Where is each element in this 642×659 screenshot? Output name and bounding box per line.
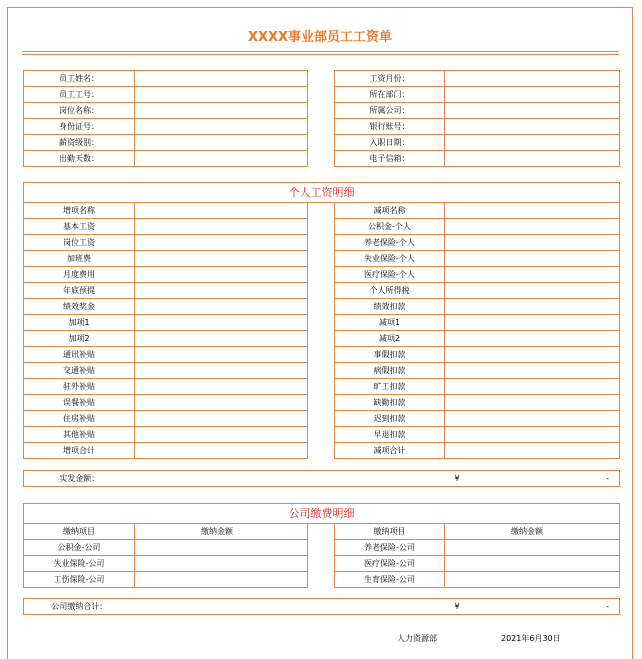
- table-row: [24, 119, 620, 135]
- table-row: [24, 299, 620, 315]
- value-cell: [445, 411, 620, 427]
- addition-item: 增项名称: [24, 203, 135, 219]
- value-cell: [135, 119, 308, 135]
- column-gap: [308, 299, 335, 315]
- column-gap: [308, 556, 335, 572]
- addition-item: 交通补贴: [24, 363, 135, 379]
- table-row: [24, 219, 620, 235]
- addition-item: 加项1: [24, 315, 135, 331]
- column-gap: [308, 395, 335, 411]
- value-cell: [445, 556, 620, 572]
- table-row: [24, 267, 620, 283]
- info-label: 电子信箱：: [335, 151, 445, 167]
- personal-pay-table: [23, 182, 620, 459]
- deduction-item: 个人所得税: [335, 283, 445, 299]
- info-label: 员工工号：: [24, 87, 135, 103]
- addition-item: 基本工资: [24, 219, 135, 235]
- value-cell: [445, 572, 620, 588]
- column-gap: [308, 119, 335, 135]
- deduction-item: 医疗保险-个人: [335, 267, 445, 283]
- column-gap: [308, 87, 335, 103]
- section-heading: 公司缴费明细: [24, 504, 620, 524]
- column-gap: [308, 347, 335, 363]
- deduction-item: 养老保险-个人: [335, 235, 445, 251]
- value-cell: [135, 267, 308, 283]
- info-label: 银行账号：: [335, 119, 445, 135]
- company-total-currency: ¥: [455, 599, 495, 615]
- table-row: [24, 347, 620, 363]
- deduction-item: 减项2: [335, 331, 445, 347]
- info-label: 工资月份：: [335, 71, 445, 87]
- value-cell: [445, 299, 620, 315]
- column-gap: [308, 135, 335, 151]
- column-gap: [308, 572, 335, 588]
- value-cell: [135, 427, 308, 443]
- value-cell: [445, 235, 620, 251]
- value-cell: [135, 411, 308, 427]
- column-gap: [308, 379, 335, 395]
- value-cell: [445, 395, 620, 411]
- column-gap: [308, 524, 335, 540]
- value-cell: [135, 315, 308, 331]
- column-gap: [308, 283, 335, 299]
- table-row: [24, 251, 620, 267]
- table-row: [24, 540, 620, 556]
- info-label: 员工姓名：: [24, 71, 135, 87]
- table-row: [24, 556, 620, 572]
- deduction-item: 迟到扣款: [335, 411, 445, 427]
- company-item: 公积金-公司: [24, 540, 135, 556]
- actual-pay-value: -: [495, 471, 620, 487]
- section-heading: 个人工资明细: [24, 183, 620, 203]
- table-row: [24, 283, 620, 299]
- column-gap: [308, 151, 335, 167]
- info-label: 岗位名称：: [24, 103, 135, 119]
- deduction-item: 减项1: [335, 315, 445, 331]
- column-header: 缴纳项目: [335, 524, 445, 540]
- column-gap: [308, 411, 335, 427]
- addition-item: 通讯补贴: [24, 347, 135, 363]
- table-row: [24, 315, 620, 331]
- addition-item: 驻外补贴: [24, 379, 135, 395]
- addition-item: 加项2: [24, 331, 135, 347]
- column-gap: [308, 219, 335, 235]
- value-cell: [135, 71, 308, 87]
- column-gap: [308, 251, 335, 267]
- column-gap: [308, 71, 335, 87]
- addition-item: 加班费: [24, 251, 135, 267]
- company-total-spacer: [135, 599, 455, 615]
- value-cell: [445, 119, 620, 135]
- value-cell: [135, 103, 308, 119]
- value-cell: [135, 572, 308, 588]
- deduction-item: 事假扣款: [335, 347, 445, 363]
- value-cell: [445, 283, 620, 299]
- company-total-table: [23, 598, 620, 615]
- deduction-item: 失业保险-个人: [335, 251, 445, 267]
- page-title: XXXX事业部员工工资单: [247, 30, 393, 45]
- column-gap: [308, 235, 335, 251]
- table-row: [24, 363, 620, 379]
- value-cell: [135, 203, 308, 219]
- value-cell: [135, 251, 308, 267]
- info-label: 薪资级别：: [24, 135, 135, 151]
- table-row: [24, 427, 620, 443]
- company-item: 生育保险-公司: [335, 572, 445, 588]
- value-cell: [135, 299, 308, 315]
- actual-pay-spacer: [135, 471, 455, 487]
- addition-item: 误餐补贴: [24, 395, 135, 411]
- info-label: 身份证号：: [24, 119, 135, 135]
- value-cell: [135, 151, 308, 167]
- column-gap: [308, 331, 335, 347]
- table-row: [24, 135, 620, 151]
- value-cell: [135, 443, 308, 459]
- column-gap: [308, 267, 335, 283]
- value-cell: [135, 379, 308, 395]
- title-divider: [22, 54, 619, 55]
- value-cell: [445, 71, 620, 87]
- value-cell: [445, 103, 620, 119]
- value-cell: [445, 315, 620, 331]
- company-total-value: -: [495, 599, 620, 615]
- value-cell: [135, 540, 308, 556]
- value-cell: [135, 135, 308, 151]
- value-cell: [445, 427, 620, 443]
- footer-date: 2021年6月30日: [501, 634, 561, 643]
- column-gap: [308, 103, 335, 119]
- actual-pay-label: 实发金额：: [24, 471, 135, 487]
- value-cell: [135, 283, 308, 299]
- value-cell: [445, 363, 620, 379]
- column-gap: [308, 203, 335, 219]
- value-cell: [135, 235, 308, 251]
- table-row: [24, 379, 620, 395]
- value-cell: [445, 443, 620, 459]
- deduction-item: 旷工扣款: [335, 379, 445, 395]
- footer-department: 人力资源部: [397, 634, 437, 643]
- column-header: 缴纳项目: [24, 524, 135, 540]
- column-header: 缴纳金额: [445, 524, 620, 540]
- company-item: 失业保险-公司: [24, 556, 135, 572]
- value-cell: [135, 556, 308, 572]
- addition-item: 增项合计: [24, 443, 135, 459]
- value-cell: [445, 135, 620, 151]
- addition-item: 住房补贴: [24, 411, 135, 427]
- company-item: 医疗保险-公司: [335, 556, 445, 572]
- info-label: 所属公司：: [335, 103, 445, 119]
- table-row: [24, 151, 620, 167]
- deduction-item: 病假扣款: [335, 363, 445, 379]
- column-gap: [308, 540, 335, 556]
- deduction-item: 减项合计: [335, 443, 445, 459]
- table-row: [24, 331, 620, 347]
- value-cell: [445, 331, 620, 347]
- column-gap: [308, 443, 335, 459]
- table-row: [24, 87, 620, 103]
- value-cell: [135, 87, 308, 103]
- value-cell: [135, 347, 308, 363]
- addition-item: 其他补贴: [24, 427, 135, 443]
- deduction-item: 减项名称: [335, 203, 445, 219]
- value-cell: [135, 395, 308, 411]
- table-row: [24, 572, 620, 588]
- column-gap: [308, 315, 335, 331]
- value-cell: [445, 87, 620, 103]
- deduction-item: 早退扣款: [335, 427, 445, 443]
- value-cell: [445, 267, 620, 283]
- info-label: 出勤天数：: [24, 151, 135, 167]
- deduction-item: 公积金-个人: [335, 219, 445, 235]
- employee-info-table: [23, 70, 620, 167]
- table-row: [24, 103, 620, 119]
- addition-item: 绩效奖金: [24, 299, 135, 315]
- value-cell: [445, 251, 620, 267]
- column-gap: [308, 363, 335, 379]
- addition-item: 月度费用: [24, 267, 135, 283]
- value-cell: [445, 203, 620, 219]
- table-row: [24, 71, 620, 87]
- table-row: [24, 203, 620, 219]
- value-cell: [445, 151, 620, 167]
- company-total-label: 公司缴纳合计：: [24, 599, 135, 615]
- company-contribution-table: [23, 503, 620, 588]
- value-cell: [445, 540, 620, 556]
- value-cell: [445, 379, 620, 395]
- value-cell: [135, 219, 308, 235]
- column-header: 缴纳金额: [135, 524, 308, 540]
- info-label: 所在部门：: [335, 87, 445, 103]
- table-row: [24, 411, 620, 427]
- info-label: 入职日期：: [335, 135, 445, 151]
- company-item: 养老保险-公司: [335, 540, 445, 556]
- actual-pay-table: [23, 470, 620, 487]
- table-row: [24, 443, 620, 459]
- addition-item: 岗位工资: [24, 235, 135, 251]
- value-cell: [135, 363, 308, 379]
- deduction-item: 缺勤扣款: [335, 395, 445, 411]
- company-item: 工伤保险-公司: [24, 572, 135, 588]
- deduction-item: 绩效扣款: [335, 299, 445, 315]
- addition-item: 年底预提: [24, 283, 135, 299]
- table-row: [24, 395, 620, 411]
- title-divider: [22, 51, 619, 52]
- actual-pay-currency: ¥: [455, 471, 495, 487]
- column-gap: [308, 427, 335, 443]
- table-row: [24, 235, 620, 251]
- value-cell: [445, 219, 620, 235]
- value-cell: [135, 331, 308, 347]
- value-cell: [445, 347, 620, 363]
